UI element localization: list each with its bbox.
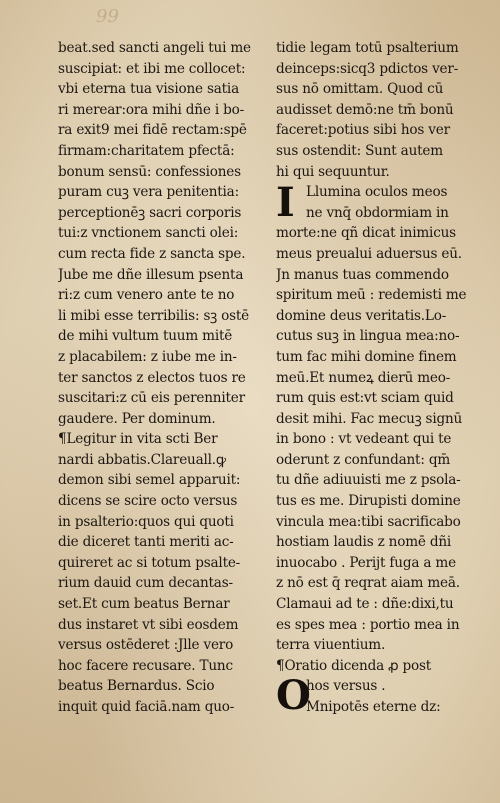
text-line: ¶Oratio dicenda ꝓ post xyxy=(276,657,432,674)
text-line: firmam:charitatem pfectā: xyxy=(58,142,235,159)
text-line: suscitari:z cū eis perenniter xyxy=(58,390,245,407)
text-line: ne vnq̄ obdormiam in xyxy=(306,204,449,221)
text-line: tui:z vnctionem sancti olei: xyxy=(58,225,239,242)
text-line: demon sibi semel apparuit: xyxy=(58,472,241,489)
text-line: z nō est q̄ reqrat aiam meā. xyxy=(276,575,460,592)
text-line: nardi abbatis.Clareuall.ꝙ xyxy=(58,451,226,468)
text-line: inuocabo . Perijt fuga a me xyxy=(276,554,456,571)
text-line: puram cuꝫ vera penitentia: xyxy=(58,184,239,201)
text-line: domine deus veritatis.Lo- xyxy=(276,307,447,324)
text-line: Jn manus tuas commendo xyxy=(276,266,449,283)
text-line: z placabilem: z iube me in- xyxy=(58,348,237,365)
left-column xyxy=(58,38,273,718)
text-line: es spes mea : portio mea in xyxy=(276,616,460,633)
text-line: Mnipotēs eterne dz: xyxy=(306,699,441,715)
text-line: meū.Et numeꝝ dierū meo- xyxy=(276,369,451,386)
text-line: deinceps:sicq3 pdictos ver- xyxy=(276,60,459,77)
text-line: hos versus . xyxy=(306,678,386,695)
text-line: suscipiat: et ibi me collocet: xyxy=(58,60,246,77)
text-line: quireret ac si totum psalte- xyxy=(58,554,241,571)
text-line: oderunt z confundant: qm̄ xyxy=(276,451,451,468)
text-line: dicens se scire octo versus xyxy=(58,493,238,510)
text-line: rum quis est:vt sciam quid xyxy=(276,390,454,407)
text-line: li mibi esse terribilis: sꝫ ostē xyxy=(58,307,249,324)
text-line: rium dauid cum decantas- xyxy=(58,575,233,592)
text-line: bonum sensū: confessiones xyxy=(58,163,241,180)
right-column xyxy=(276,38,486,718)
text-line: sus nō omittam. Quod cū xyxy=(276,81,444,98)
text-line: inquit quid faciā.nam quo- xyxy=(58,699,235,715)
text-line: in psalterio:quos qui quoti xyxy=(58,513,234,530)
folio-number: 99 xyxy=(96,6,119,27)
decorated-initial-i: I xyxy=(276,179,295,227)
text-line: beat.sed sancti angeli tui me xyxy=(58,40,251,56)
text-line: gaudere. Per dominum. xyxy=(58,410,216,427)
text-line: meus preualui aduersus eū. xyxy=(276,245,462,262)
text-line: tum fac mihi domine finem xyxy=(276,348,457,365)
text-line: sus ostendit: Sunt autem xyxy=(276,142,443,159)
text-line: tidie legam totū psalterium xyxy=(276,40,459,56)
text-line: vbi eterna tua visione satia xyxy=(58,81,239,98)
text-line: Llumina oculos meos xyxy=(306,184,448,201)
text-line: ri:z cum venero ante te no xyxy=(58,287,235,304)
text-line: faceret:potius sibi hos ver xyxy=(276,122,450,139)
text-line: cum recta fide z sancta spe. xyxy=(58,245,246,262)
text-line: tus es me. Dirupisti domine xyxy=(276,493,461,510)
text-line: Clamaui ad te : dñe:dixi,tu xyxy=(276,596,454,613)
initial-block-i xyxy=(276,179,486,227)
text-line: Jube me dñe illesum psenta xyxy=(58,266,244,283)
text-line: versus ostēderet :Jlle vero xyxy=(58,637,234,654)
text-line: perceptionēꝫ sacri corporis xyxy=(58,204,242,221)
text-line: die diceret tanti meriti ac- xyxy=(58,534,234,551)
text-line: cutus suꝫ in lingua mea:no- xyxy=(276,328,460,345)
text-line: hi qui sequuntur. xyxy=(276,163,390,180)
text-line: dus instaret vt sibi eosdem xyxy=(58,616,239,633)
text-line: hoc facere recusare. Tunc xyxy=(58,657,233,674)
text-line: ter sanctos z electos tuos re xyxy=(58,369,246,386)
text-line: tu dñe adiuuisti me z psola- xyxy=(276,472,461,489)
text-line: ¶Legitur in vita scti Ber xyxy=(58,431,218,448)
text-line: audisset demō:ne tm̄ bonū xyxy=(276,101,454,118)
text-line: ri merear:ora mihi dñe i bo- xyxy=(58,101,244,118)
text-line: desit mihi. Fac mecuꝫ signū xyxy=(276,410,463,427)
text-line: morte:ne qñ dicat inimicus xyxy=(276,225,456,242)
text-line: set.Et cum beatus Bernar xyxy=(58,596,230,613)
text-line: terra viuentium. xyxy=(276,637,386,654)
text-line: de mihi vultum tuum mitē xyxy=(58,328,233,345)
initial-block-o xyxy=(276,672,486,720)
text-line: hostiam laudis z nomē dñi xyxy=(276,534,452,551)
text-line: ra exit9 mei fidē rectam:spē xyxy=(58,122,247,139)
text-line: vincula mea:tibi sacrificabo xyxy=(276,513,461,530)
text-line: spiritum meū : redemisti me xyxy=(276,287,467,304)
text-line: beatus Bernardus. Scio xyxy=(58,678,215,695)
decorated-initial-o: O xyxy=(276,672,311,720)
text-line: in bono : vt vedeant qui te xyxy=(276,431,452,448)
